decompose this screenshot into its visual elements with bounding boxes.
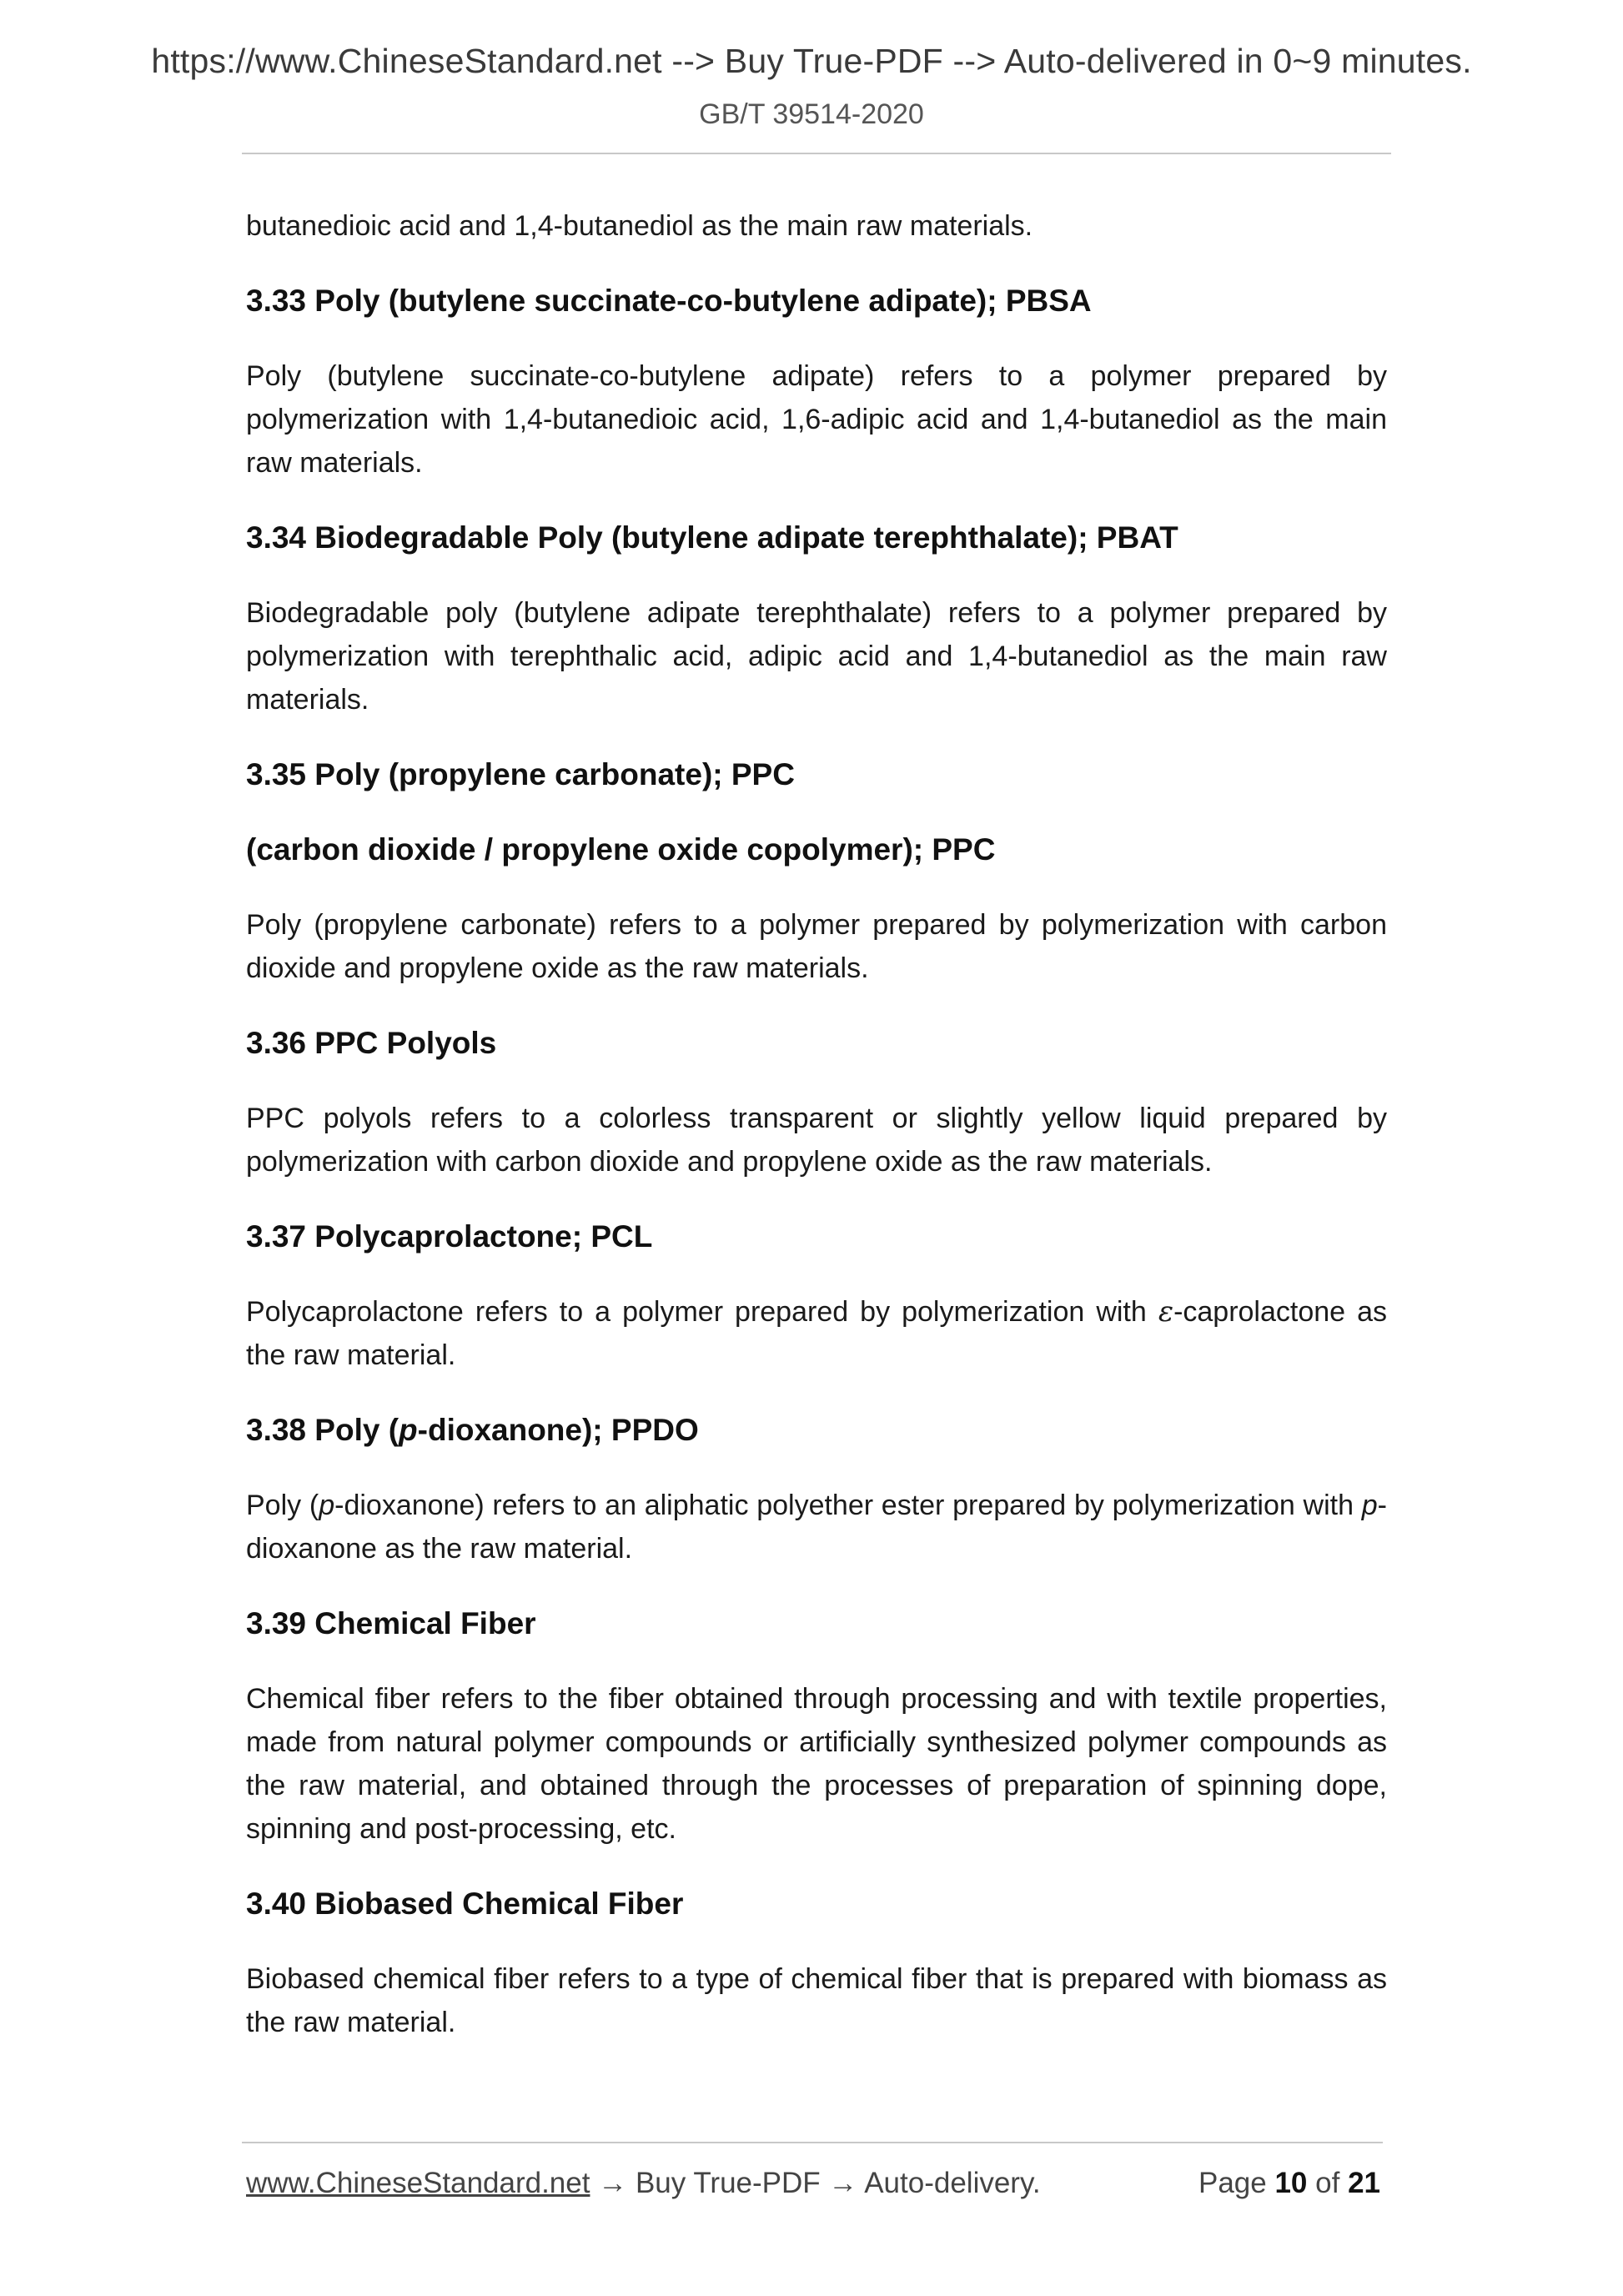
document-body (246, 204, 1387, 2044)
heading-3-35-alt: (carbon dioxide / propylene oxide copolymer); PPC (246, 832, 996, 867)
footer-promo (246, 2167, 1041, 2200)
footer-delivery-text: Auto-delivery. (864, 2167, 1041, 2199)
standard-number: GB/T 39514-2020 (699, 98, 924, 130)
paragraph-3-39: Chemical fiber refers to the fiber obtained through processing and with textile properties, made from natural polymer compounds or artificially synthesized polymer compounds as the raw material, and obtained through the processes of preparation of spinning dope, spinning and post-processing, etc. (246, 1683, 1387, 1845)
paragraph-3-34: Biodegradable poly (butylene adipate terephthalate) refers to a polymer prepared by polymerization with terephthalic acid, adipic acid and 1,4-butanediol as the main raw materials. (246, 597, 1387, 716)
paragraph-3-38: Poly (p-dioxanone) refers to an aliphatic polyether ester prepared by polymerization with p-dioxanone as the raw material. (246, 1490, 1387, 1565)
heading-3-35: 3.35 Poly (propylene carbonate); PPC (246, 757, 795, 791)
heading-3-36: 3.36 PPC Polyols (246, 1026, 497, 1060)
total-pages: 21 (1348, 2167, 1380, 2199)
heading-3-40: 3.40 Biobased Chemical Fiber (246, 1887, 684, 1921)
arrow-right-icon: → (828, 2167, 858, 2199)
heading-3-39: 3.39 Chemical Fiber (246, 1606, 536, 1640)
heading-3-38: 3.38 Poly (p-dioxanone); PPDO (246, 1413, 699, 1447)
paragraph-3-36: PPC polyols refers to a colorless transparent or slightly yellow liquid prepared by polymerization with carbon dioxide and propylene oxide as the raw materials. (246, 1103, 1387, 1178)
paragraph-3-33: Poly (butylene succinate-co-butylene adipate) refers to a polymer prepared by polymerization with 1,4-butanedioic acid, 1,6-adipic acid and 1,4-butanediol as the main raw materials. (246, 360, 1387, 479)
heading-3-34: 3.34 Biodegradable Poly (butylene adipate terephthalate); PBAT (246, 520, 1178, 555)
intro-paragraph: butanedioic acid and 1,4-butanediol as the main raw materials. (246, 210, 1033, 242)
heading-3-37: 3.37 Polycaprolactone; PCL (246, 1219, 653, 1254)
paragraph-3-35: Poly (propylene carbonate) refers to a polymer prepared by polymerization with carbon dioxide and propylene oxide as the raw materials. (246, 909, 1387, 984)
page-indicator: Page 10 of 21 (1198, 2167, 1380, 2199)
paragraph-3-37: Polycaprolactone refers to a polymer prepared by polymerization with ε-caprolactone as the raw material. (246, 1295, 1388, 1371)
header-url-line: https://www.ChineseStandard.net --> Buy True-PDF --> Auto-delivered in 0~9 minutes. (151, 42, 1472, 80)
footer-site-link[interactable]: www.ChineseStandard.net (246, 2167, 590, 2199)
arrow-right-icon: → (598, 2167, 628, 2199)
footer-divider (242, 2142, 1383, 2143)
epsilon-symbol: ε (1158, 1295, 1174, 1329)
current-page: 10 (1274, 2167, 1308, 2199)
header-divider (242, 153, 1391, 154)
page-footer (246, 2167, 1380, 2207)
paragraph-3-40: Biobased chemical fiber refers to a type of chemical fiber that is prepared with biomass as the raw material. (246, 1963, 1387, 2038)
heading-3-33: 3.33 Poly (butylene succinate-co-butylene adipate); PBSA (246, 284, 1092, 318)
footer-buy-text: Buy True-PDF (635, 2167, 821, 2199)
